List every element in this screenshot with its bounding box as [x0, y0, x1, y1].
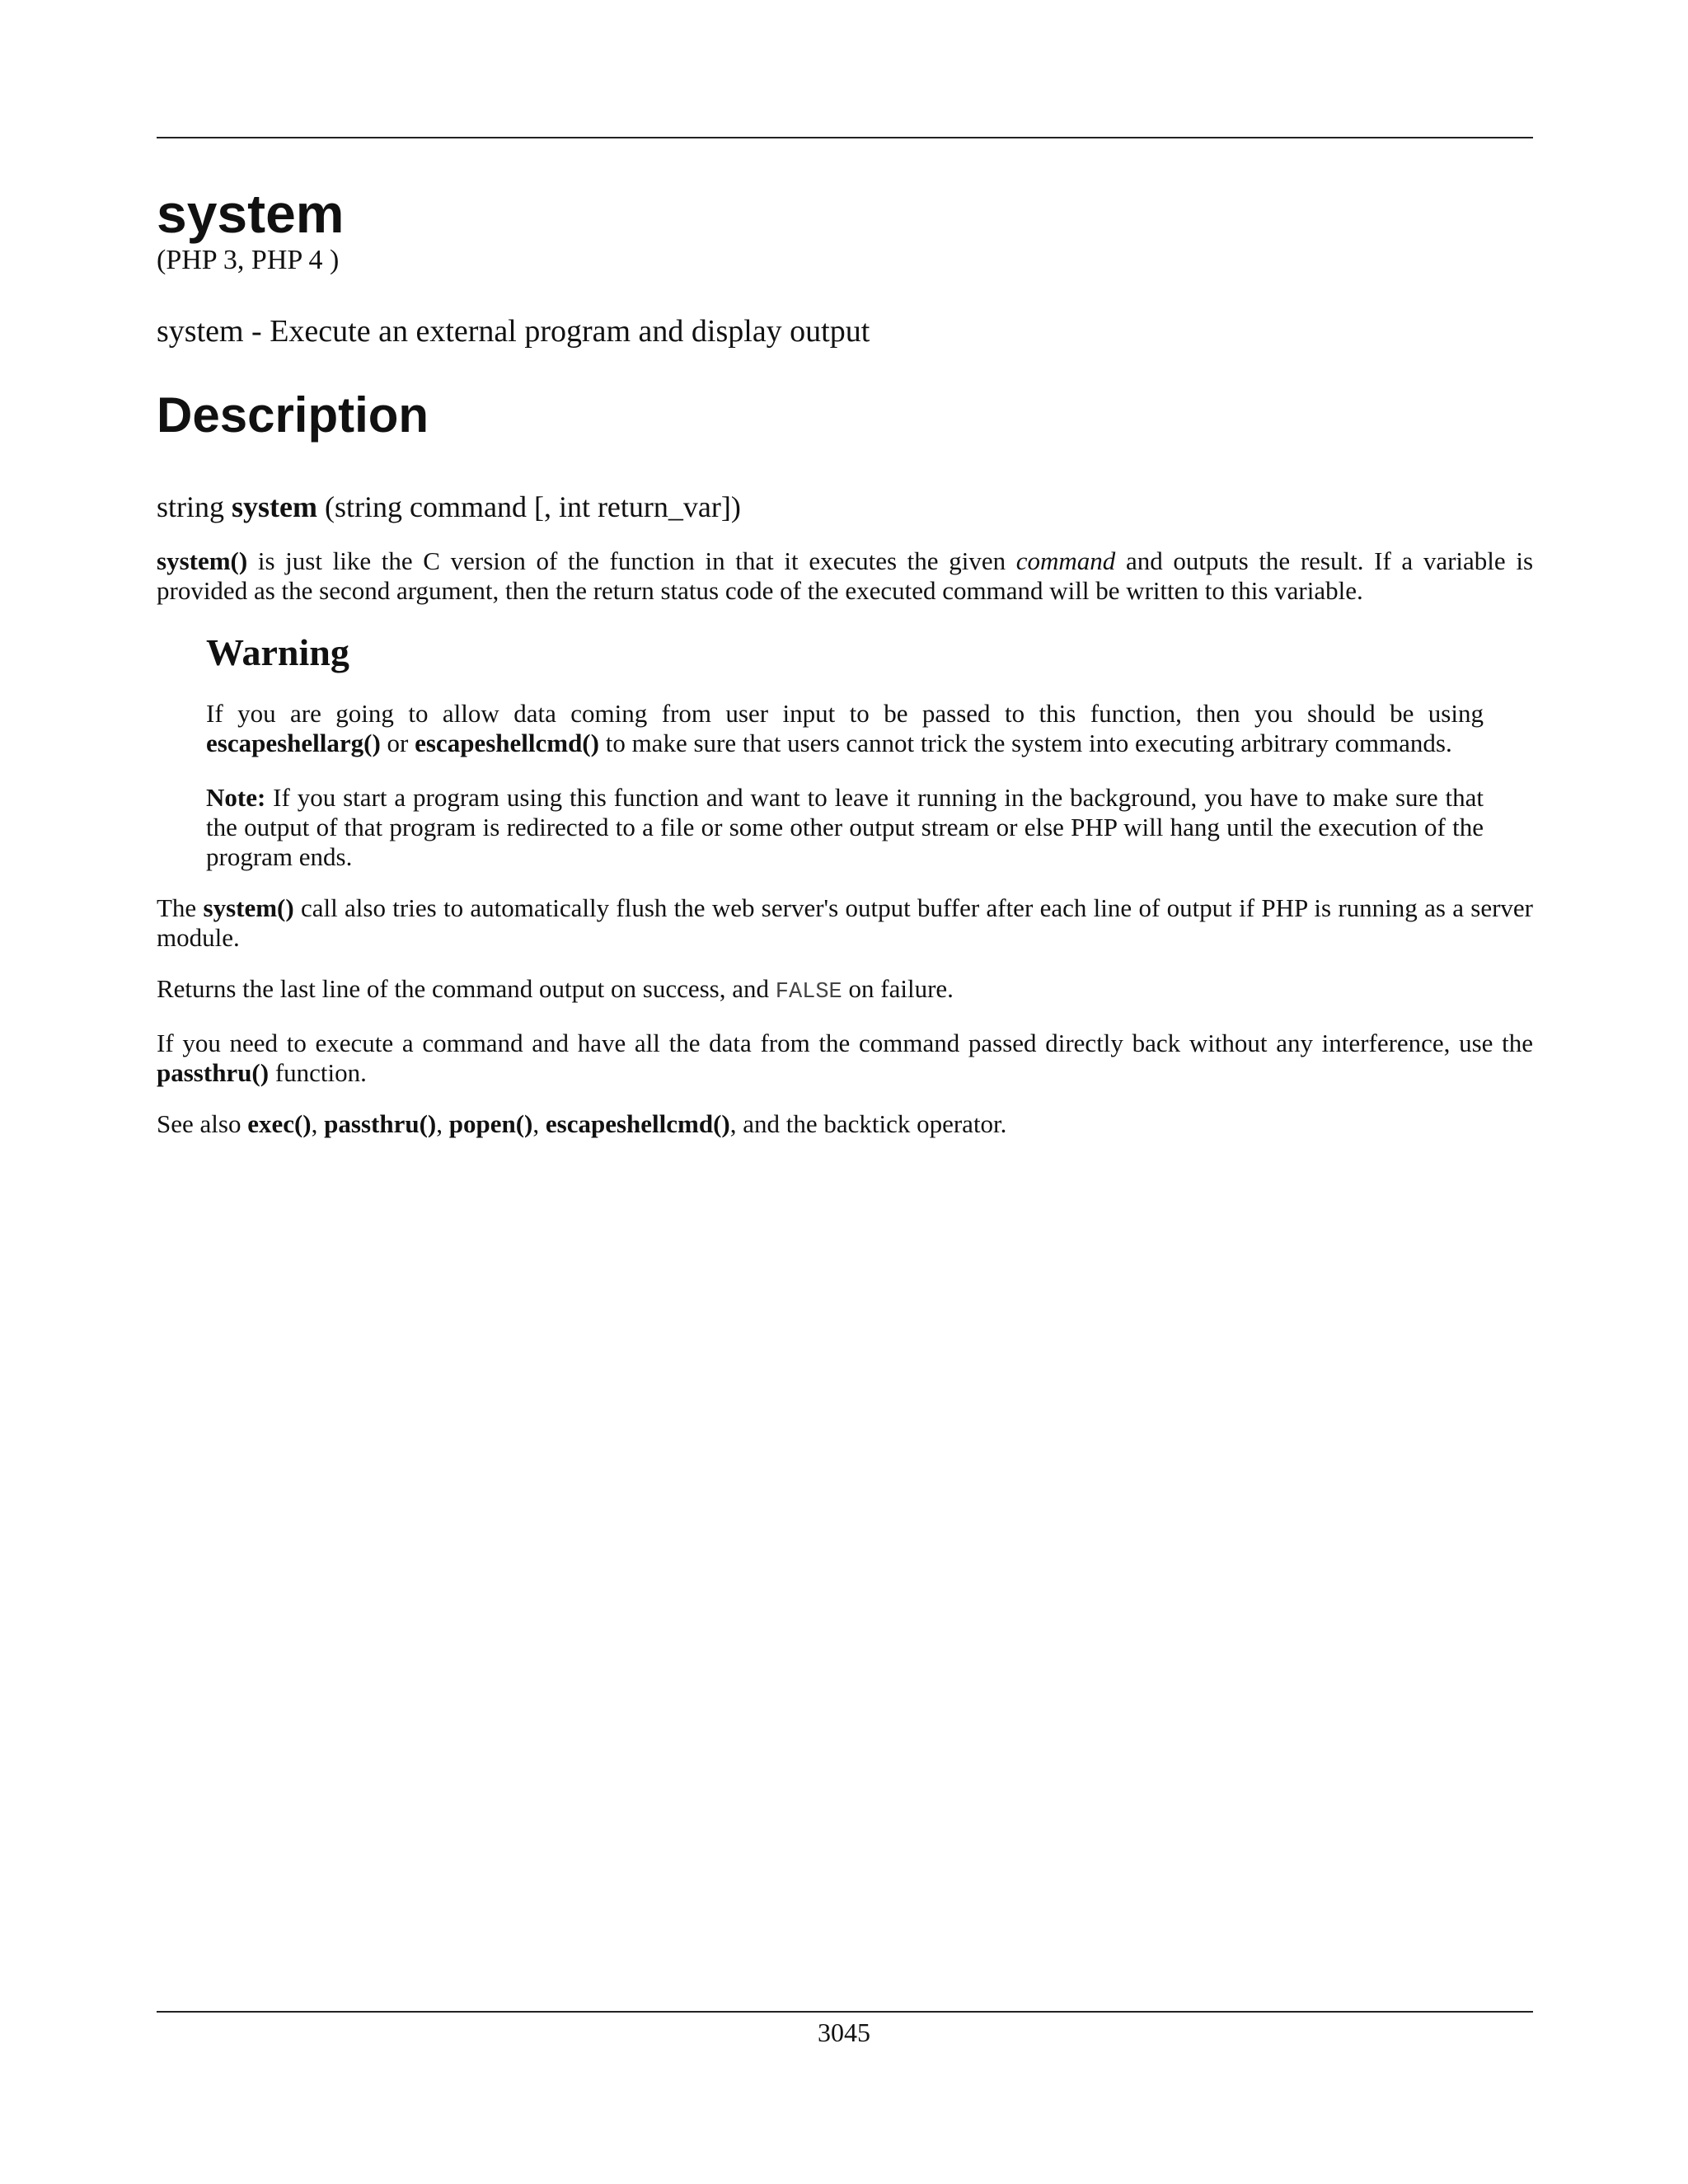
page-title: system: [157, 183, 345, 244]
synopsis-function-name: system: [232, 490, 317, 523]
constant-ref: FALSE: [775, 979, 842, 1005]
page-content: [157, 183, 1534, 1139]
text: Returns the last line of the command output on success, and: [157, 973, 776, 1003]
text: If you are going to allow data coming from user input to be passed to this function, then you should be using: [206, 698, 1484, 728]
text: is just like the C version of the function in that it executes the given: [247, 546, 1016, 575]
function-ref: system(): [157, 546, 248, 575]
bottom-rule: [157, 2011, 1533, 2013]
text: on failure.: [842, 973, 954, 1003]
function-ref: escapeshellcmd(): [415, 728, 599, 757]
text: to make sure that users cannot trick the system into executing arbitrary commands.: [598, 728, 1452, 757]
passthru-paragraph: [157, 1029, 1533, 1088]
text: or: [380, 728, 415, 757]
page-number: 3045: [818, 2018, 870, 2047]
return-value-paragraph: [157, 974, 1533, 1007]
flush-paragraph: [157, 893, 1533, 953]
param-ref: command: [1015, 546, 1116, 575]
text: call also tries to automatically flush the web server's output buffer after each line of output if PHP is running as a server module.: [157, 893, 1533, 952]
php-versions: (PHP 3, PHP 4 ): [157, 245, 340, 275]
separator: ,: [436, 1108, 449, 1138]
see-also-link[interactable]: exec(): [247, 1108, 312, 1138]
top-rule: [157, 137, 1533, 138]
warning-paragraph: [206, 699, 1484, 758]
see-also-link[interactable]: passthru(): [324, 1108, 437, 1138]
synopsis-params: (string command [, int return_var]): [325, 490, 741, 523]
text: See also: [157, 1108, 248, 1138]
text: If you need to execute a command and have all the data from the command passed directly back without any interference, use the: [157, 1028, 1533, 1057]
description-heading: Description: [157, 387, 429, 443]
text: The: [157, 893, 204, 922]
function-synopsis: [157, 490, 1533, 525]
function-ref: passthru(): [157, 1057, 270, 1087]
see-also-paragraph: [157, 1109, 1533, 1139]
separator: ,: [311, 1108, 325, 1138]
function-ref: escapeshellarg(): [206, 728, 381, 757]
synopsis-return-type: string: [157, 490, 225, 523]
text: function.: [269, 1057, 367, 1087]
text: and outputs the result. If a variable is provided as the second argument, then the return status code of the executed command will be written to this variable.: [157, 546, 1534, 605]
function-ref: system(): [203, 893, 294, 922]
text: , and the backtick operator.: [729, 1108, 1007, 1138]
warning-box: [206, 632, 1484, 872]
see-also-link[interactable]: popen(): [448, 1108, 533, 1138]
text: If you start a program using this function and want to leave it running in the background, you have to make sure that the output of that program is redirected to a file or some other output stream or else PHP will hang until the execution of the program ends.: [206, 782, 1484, 871]
note-label: Note:: [206, 782, 266, 812]
description-paragraph: [157, 546, 1533, 606]
separator: ,: [532, 1108, 546, 1138]
refname-purpose: system - Execute an external program and display output: [157, 314, 870, 349]
see-also-link[interactable]: escapeshellcmd(): [545, 1108, 730, 1138]
warning-heading: Warning: [206, 630, 349, 673]
note-paragraph: [206, 783, 1484, 872]
